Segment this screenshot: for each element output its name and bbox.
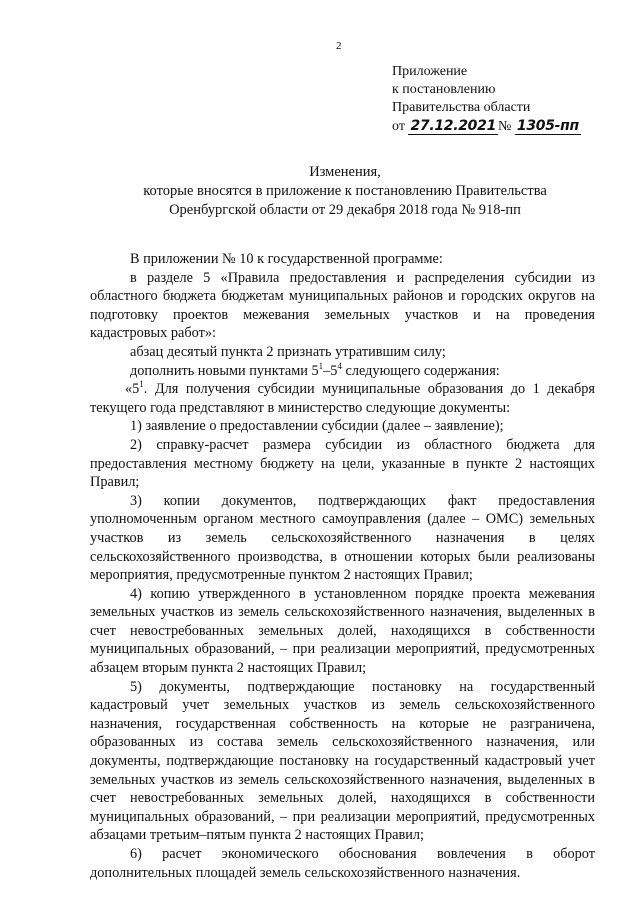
superscript-1: 1: [318, 360, 324, 371]
title-line-3: Оренбургской области от 29 декабря 2018 года № 918-пп: [169, 202, 521, 218]
appendix-line-3: Правительства области: [392, 100, 531, 115]
date-prefix: от: [392, 119, 405, 134]
item-6: 6) расчет экономического обоснования вовлечения в оборот дополнительных площадей земель сельскохозяйственного назначения.: [90, 846, 595, 881]
document-title: [60, 163, 630, 220]
paragraph-4-text-a: дополнить новыми пунктами 5: [130, 362, 319, 379]
paragraph-2: в разделе 5 «Правила предоставления и распределения субсидии из областного бюджета бюджетам муниципальных районов и городских округов на подготовку проектов межевания земельных участков и на проведения кадастровых работ»:: [90, 269, 595, 342]
paragraph-5-text-b: . Для получения субсидии муниципальные образования до 1 декабря текущего года представляют в министерство следующие документы:: [90, 381, 595, 416]
page-number: 2: [336, 40, 342, 52]
item-5: 5) документы, подтверждающие постановку на государственный кадастровый учет земельных участков из земель сельскохозяйственного назначения, государственная собственность на которые не разграничена, образованных из состава земель сельскохозяйственного назначения, или документы, подтверждающие постановку на государственный кадастровый учет земельных участков из земель сельскохозяйственного назначения, выделенных в счет невостребованных земельных долей, находящихся в собственности муниципальных образований, – при реализации мероприятий, предусмотренных абзацами третьим–пятым пункта 2 настоящих Правил;: [90, 678, 595, 844]
appendix-block: [392, 63, 581, 136]
paragraph-4: [90, 362, 595, 381]
paragraph-3: абзац десятый пункта 2 признать утратившим силу;: [130, 343, 446, 360]
superscript-4: 4: [337, 360, 342, 371]
paragraph-1: В приложении № 10 к государственной программе:: [130, 251, 443, 267]
item-1: 1) заявление о предоставлении субсидии (далее – заявление);: [130, 418, 504, 435]
title-line-1: Изменения,: [309, 164, 381, 180]
item-4: 4) копию утвержденного в установленном порядке проекта межевания земельных участков из земель сельскохозяйственного назначения, выделенных в счет невостребованных земельных долей, находящихся в собственности муниципальных образований, – при реализации мероприятий, предусмотренных абзацем вторым пункта 2 настоящих Правил;: [90, 585, 595, 677]
paragraph-4-text-c: следующего содержания:: [341, 362, 500, 379]
title-line-2: которые вносятся в приложение к постановлению Правительства: [143, 183, 547, 199]
resolution-date: 27.12.2021: [410, 118, 497, 134]
number-prefix: №: [498, 119, 512, 134]
item-2: 2) справку-расчет размера субсидии из областного бюджета для предоставления местному бюджету на цели, указанные в пункте 2 настоящих Правил;: [90, 436, 595, 491]
superscript-5-1: 1: [139, 379, 144, 390]
appendix-line-1: Приложение: [392, 64, 468, 79]
appendix-line-2: к постановлению: [392, 82, 496, 97]
resolution-number: 1305-пп: [516, 118, 579, 134]
item-3: 3) копии документов, подтверждающих факт предоставления уполномоченным органом местного самоуправления (далее – ОМС) земельных участков из земель сельскохозяйственного назначения в целях сельскохозяйственного производства, в отношении которых были реализованы мероприятия, предусмотренные пунктом 2 настоящих Правил;: [90, 492, 595, 584]
document-body: [90, 250, 595, 882]
paragraph-4-text-b: –5: [323, 362, 338, 379]
paragraph-5: [90, 380, 595, 417]
appendix-date-line: [392, 117, 581, 136]
paragraph-5-text-a: «5: [125, 381, 140, 398]
